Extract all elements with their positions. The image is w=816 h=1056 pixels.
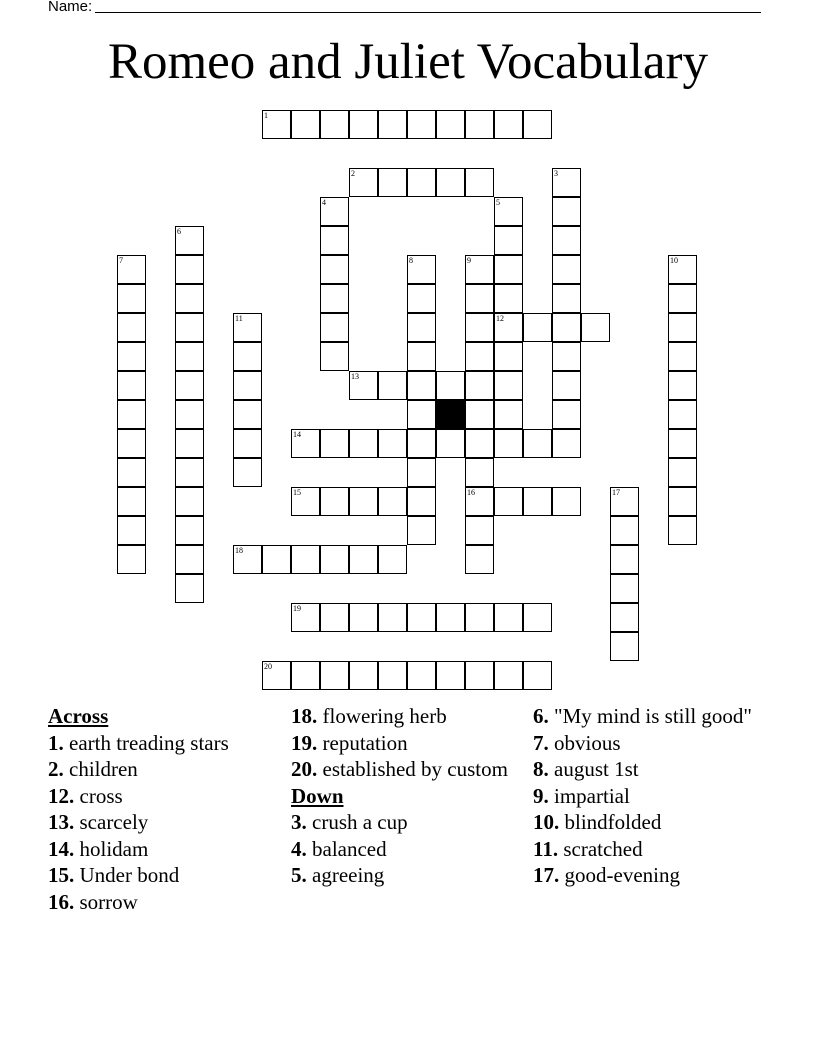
grid-cell[interactable] [610,603,639,632]
grid-cell[interactable] [320,661,349,690]
name-label: Name: [48,0,93,15]
cell-number: 16 [467,488,475,497]
grid-cell[interactable] [552,197,581,226]
grid-cell[interactable] [465,342,494,371]
grid-cell[interactable] [291,661,320,690]
grid-cell[interactable] [668,487,697,516]
across-clue-20: 20. established by custom [291,757,508,781]
grid-cell[interactable] [494,284,523,313]
grid-cell[interactable] [523,429,552,458]
grid-cell[interactable] [552,284,581,313]
grid-cell[interactable] [320,545,349,574]
grid-cell[interactable] [668,371,697,400]
across-clue-14: 14. holidam [48,836,149,861]
grid-cell[interactable] [494,255,523,284]
grid-cell[interactable] [552,400,581,429]
across-clue-1: 1. earth treading stars [48,730,229,755]
grid-cell[interactable] [175,255,204,284]
grid-cell[interactable] [610,632,639,661]
grid-cell[interactable] [175,545,204,574]
grid-cell[interactable] [407,255,436,284]
grid-cell[interactable] [465,429,494,458]
grid-cell[interactable] [117,284,146,313]
down-heading: Down [291,783,344,808]
grid-cell[interactable] [378,168,407,197]
grid-cell[interactable] [378,487,407,516]
grid-cell[interactable] [494,197,523,226]
grid-cell[interactable] [494,342,523,371]
grid-cell[interactable] [291,429,320,458]
grid-cell[interactable] [494,400,523,429]
down-clue-11: 11. scratched [533,836,643,861]
grid-cell[interactable] [552,371,581,400]
page-title: Romeo and Juliet Vocabulary [107,34,709,90]
grid-cell[interactable] [117,400,146,429]
grid-cell[interactable] [581,313,610,342]
grid-cell[interactable] [117,255,146,284]
grid-cell[interactable] [407,458,436,487]
grid-cell[interactable] [117,516,146,545]
grid-cell[interactable] [291,487,320,516]
clues-column-2 [291,703,516,889]
grid-cell[interactable] [523,487,552,516]
clues-column-1 [48,703,273,915]
cell-number: 6 [177,227,181,236]
grid-cell[interactable] [523,603,552,632]
grid-cell[interactable] [378,429,407,458]
cell-number: 12 [496,314,504,323]
grid-cell[interactable] [668,400,697,429]
grid-cell[interactable] [407,313,436,342]
grid-cell[interactable] [523,110,552,139]
cell-number: 17 [612,488,620,497]
grid-cell[interactable] [523,313,552,342]
grid-cell[interactable] [436,661,465,690]
cell-number: 18 [235,546,243,555]
grid-cell[interactable] [233,371,262,400]
grid-cell[interactable] [291,603,320,632]
grid-cell[interactable] [465,458,494,487]
grid-cell[interactable] [175,226,204,255]
grid-cell[interactable] [378,545,407,574]
grid-cell[interactable] [465,255,494,284]
down-clue-8: 8. august 1st [533,757,639,781]
grid-cell[interactable] [610,516,639,545]
grid-cell[interactable] [349,487,378,516]
grid-cell[interactable] [436,168,465,197]
grid-cell[interactable] [465,168,494,197]
clues-column-3 [533,703,763,889]
grid-cell[interactable] [117,371,146,400]
cell-number: 5 [496,198,500,207]
cell-number: 4 [322,198,326,207]
grid-cell[interactable] [407,487,436,516]
block-cell [436,400,465,429]
grid-cell[interactable] [233,400,262,429]
cell-number: 2 [351,169,355,178]
grid-cell[interactable] [175,429,204,458]
grid-cell[interactable] [320,603,349,632]
grid-cell[interactable] [291,110,320,139]
grid-cell[interactable] [117,313,146,342]
grid-cell[interactable] [175,487,204,516]
grid-cell[interactable] [494,429,523,458]
grid-cell[interactable] [668,342,697,371]
grid-cell[interactable] [610,545,639,574]
grid-cell[interactable] [465,516,494,545]
grid-cell[interactable] [320,429,349,458]
cell-number: 20 [264,662,272,671]
grid-cell[interactable] [552,487,581,516]
grid-cell[interactable] [262,661,291,690]
grid-cell[interactable] [349,168,378,197]
grid-cell[interactable] [349,371,378,400]
grid-cell[interactable] [407,342,436,371]
down-clue-6: 6. "My mind is still good" [533,704,753,728]
grid-cell[interactable] [552,255,581,284]
grid-cell[interactable] [233,313,262,342]
grid-cell[interactable] [175,284,204,313]
grid-cell[interactable] [320,226,349,255]
cell-number: 19 [293,604,301,613]
grid-cell[interactable] [233,545,262,574]
across-clue-2: 2. children [48,757,138,781]
across-heading: Across [48,704,109,728]
grid-cell[interactable] [465,371,494,400]
grid-cell[interactable] [117,429,146,458]
grid-cell[interactable] [320,342,349,371]
grid-cell[interactable] [175,574,204,603]
grid-cell[interactable] [320,255,349,284]
grid-cell[interactable] [233,429,262,458]
grid-cell[interactable] [407,429,436,458]
grid-cell[interactable] [465,487,494,516]
grid-cell[interactable] [378,603,407,632]
grid-cell[interactable] [320,487,349,516]
across-clue-12: 12. cross [48,783,123,808]
grid-cell[interactable] [668,429,697,458]
grid-cell[interactable] [610,487,639,516]
grid-cell[interactable] [494,110,523,139]
grid-cell[interactable] [117,545,146,574]
down-clue-5: 5. agreeing [291,863,385,887]
grid-cell[interactable] [320,284,349,313]
down-clue-3: 3. crush a cup [291,810,408,834]
grid-cell[interactable] [668,284,697,313]
grid-cell[interactable] [378,110,407,139]
grid-cell[interactable] [407,516,436,545]
grid-cell[interactable] [291,545,320,574]
grid-cell[interactable] [175,516,204,545]
grid-cell[interactable] [175,342,204,371]
grid-cell[interactable] [465,603,494,632]
down-clue-4: 4. balanced [291,836,387,861]
grid-cell[interactable] [117,342,146,371]
grid-cell[interactable] [407,603,436,632]
cell-number: 9 [467,256,471,265]
grid-cell[interactable] [465,284,494,313]
grid-cell[interactable] [494,371,523,400]
grid-cell[interactable] [465,400,494,429]
grid-cell[interactable] [552,342,581,371]
across-clue-19: 19. reputation [291,730,408,755]
grid-cell[interactable] [407,168,436,197]
grid-cell[interactable] [668,255,697,284]
cell-number: 3 [554,169,558,178]
grid-cell[interactable] [668,516,697,545]
grid-cell[interactable] [407,371,436,400]
grid-cell[interactable] [349,429,378,458]
cell-number: 13 [351,372,359,381]
down-clue-7: 7. obvious [533,730,621,755]
grid-cell[interactable] [465,110,494,139]
across-clue-18: 18. flowering herb [291,704,447,728]
grid-cell[interactable] [407,400,436,429]
cell-number: 15 [293,488,301,497]
cell-number: 10 [670,256,678,265]
grid-cell[interactable] [552,168,581,197]
grid-cell[interactable] [407,284,436,313]
grid-cell[interactable] [320,197,349,226]
grid-cell[interactable] [668,458,697,487]
grid-cell[interactable] [349,603,378,632]
grid-cell[interactable] [494,226,523,255]
grid-cell[interactable] [378,661,407,690]
grid-cell[interactable] [320,313,349,342]
grid-cell[interactable] [465,545,494,574]
grid-cell[interactable] [175,400,204,429]
grid-cell[interactable] [436,371,465,400]
grid-cell[interactable] [175,458,204,487]
across-clue-16: 16. sorrow [48,889,138,914]
grid-cell[interactable] [378,371,407,400]
down-clue-10: 10. blindfolded [533,810,662,834]
grid-cell[interactable] [552,226,581,255]
grid-cell[interactable] [436,110,465,139]
cell-number: 1 [264,111,268,120]
grid-cell[interactable] [117,487,146,516]
grid-cell[interactable] [494,487,523,516]
grid-cell[interactable] [117,458,146,487]
grid-cell[interactable] [262,545,291,574]
cell-number: 11 [235,314,243,323]
grid-cell[interactable] [233,458,262,487]
grid-cell[interactable] [407,110,436,139]
grid-cell[interactable] [349,545,378,574]
grid-cell[interactable] [436,429,465,458]
grid-cell[interactable] [494,313,523,342]
grid-cell[interactable] [610,574,639,603]
down-clue-17: 17. good-evening [533,863,680,887]
grid-cell[interactable] [407,661,436,690]
cell-number: 7 [119,256,123,265]
grid-cell[interactable] [552,429,581,458]
across-clue-15: 15. Under bond [48,863,180,887]
grid-cell[interactable] [668,313,697,342]
across-clue-13: 13. scarcely [48,810,149,834]
cell-number: 8 [409,256,413,265]
grid-cell[interactable] [262,110,291,139]
grid-cell[interactable] [436,603,465,632]
grid-cell[interactable] [233,342,262,371]
grid-cell[interactable] [523,661,552,690]
grid-cell[interactable] [349,661,378,690]
grid-cell[interactable] [175,313,204,342]
down-clue-9: 9. impartial [533,783,630,808]
grid-cell[interactable] [552,313,581,342]
grid-cell[interactable] [465,313,494,342]
cell-number: 14 [293,430,301,439]
grid-cell[interactable] [494,661,523,690]
grid-cell[interactable] [349,110,378,139]
grid-cell[interactable] [175,371,204,400]
grid-cell[interactable] [494,603,523,632]
grid-cell[interactable] [320,110,349,139]
grid-cell[interactable] [465,661,494,690]
